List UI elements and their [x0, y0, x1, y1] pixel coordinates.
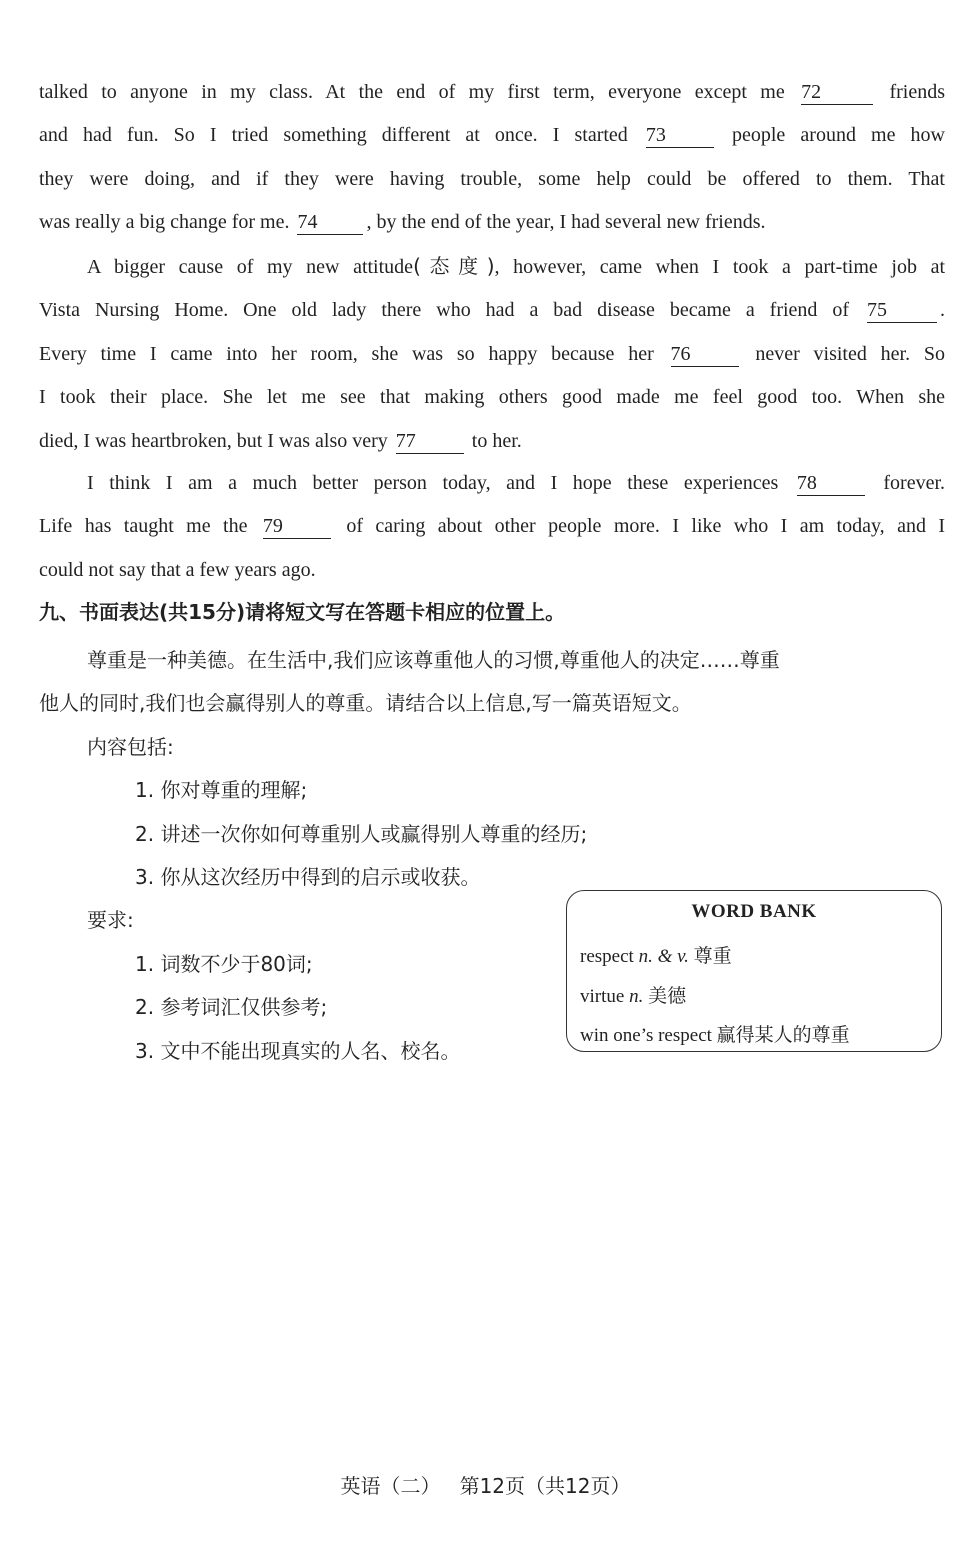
- part-of-speech: n.: [629, 986, 644, 1007]
- part-of-speech: n. & v.: [638, 946, 689, 967]
- blank-73: 73: [646, 123, 714, 148]
- text: , by the end of the year, I had several new friends.: [366, 211, 766, 234]
- word-bank-title: WORD BANK: [691, 901, 817, 922]
- blank-78: 78: [797, 471, 865, 496]
- word-bank-entry-respect: [580, 941, 732, 968]
- passage-paragraph-3: [39, 462, 945, 592]
- content-label: 内容包括:: [87, 735, 174, 759]
- text: I took their place. She let me see that making others good made me feel good too. When she: [39, 386, 945, 409]
- requirements-label: 要求:: [87, 908, 134, 932]
- translation: 赢得某人的尊重: [716, 1024, 850, 1046]
- requirement-item-1: 1. 词数不少于80词;: [135, 952, 313, 976]
- text: and had fun. So I tried something different at once. I started: [39, 124, 628, 147]
- word-bank-entry-virtue: [580, 981, 686, 1008]
- blank-74: 74: [297, 210, 363, 235]
- page-footer: 英语（二） 第12页（共12页）: [340, 1474, 631, 1498]
- text: I think I am a much better person today, and I hope these experiences: [87, 472, 779, 494]
- text: Every time I came into her room, she was so happy because her: [39, 342, 654, 365]
- word: virtue: [580, 986, 625, 1007]
- text: died, I was heartbroken, but I was also very: [39, 429, 388, 452]
- requirement-item-2: 2. 参考词汇仅供参考;: [135, 995, 328, 1019]
- text: could not say that a few years ago.: [39, 558, 316, 581]
- content-item-3: 3. 你从这次经历中得到的启示或收获。: [135, 865, 481, 889]
- translation: 尊重: [693, 945, 732, 967]
- text: was really a big change for me.: [39, 211, 290, 234]
- text: Vista Nursing Home. One old lady there who had a bad disease became a friend of: [39, 299, 850, 322]
- writing-section-title: 九、书面表达(共15分)请将短文写在答题卡相应的位置上。: [39, 600, 566, 624]
- passage-paragraph-1: [39, 71, 945, 245]
- word: win one’s respect: [580, 1025, 712, 1046]
- word-bank-box: [566, 890, 942, 1052]
- text: of caring about other people more. I like who I am today, and I: [346, 515, 946, 538]
- blank-76: 76: [671, 342, 739, 367]
- passage-paragraph-2: [39, 245, 945, 463]
- text: never visited her. So: [755, 342, 945, 365]
- text: they were doing, and if they were having trouble, some help could be offered to them. That: [39, 167, 945, 190]
- text: Life has taught me the: [39, 515, 248, 538]
- text: A bigger cause of my new attitude: [87, 256, 414, 278]
- word-bank-entry-win-respect: [580, 1020, 850, 1047]
- blank-77: 77: [396, 429, 464, 454]
- word: respect: [580, 946, 634, 967]
- content-item-1: 1. 你对尊重的理解;: [135, 778, 308, 802]
- blank-79: 79: [263, 514, 331, 539]
- text: forever.: [883, 472, 946, 494]
- writing-intro-line-1: 尊重是一种美德。在生活中,我们应该尊重他人的习惯,尊重他人的决定……尊重: [87, 648, 780, 672]
- blank-75: 75: [867, 298, 937, 323]
- text: talked to anyone in my class. At the end of my first term, everyone except me: [39, 81, 785, 103]
- requirement-item-3: 3. 文中不能出现真实的人名、校名。: [135, 1039, 461, 1063]
- writing-intro-line-2: 他人的同时,我们也会赢得别人的尊重。请结合以上信息,写一篇英语短文。: [39, 691, 692, 715]
- text: friends: [889, 81, 945, 103]
- content-item-2: 2. 讲述一次你如何尊重别人或赢得别人尊重的经历;: [135, 822, 588, 846]
- translation: 美德: [648, 985, 687, 1007]
- text: to her.: [471, 429, 522, 452]
- blank-72: 72: [801, 80, 873, 105]
- text: people around me how: [732, 124, 945, 147]
- text: , however, came when I took a part-time job at: [494, 256, 945, 278]
- chinese-gloss: (态度): [413, 254, 495, 278]
- text: .: [940, 299, 945, 322]
